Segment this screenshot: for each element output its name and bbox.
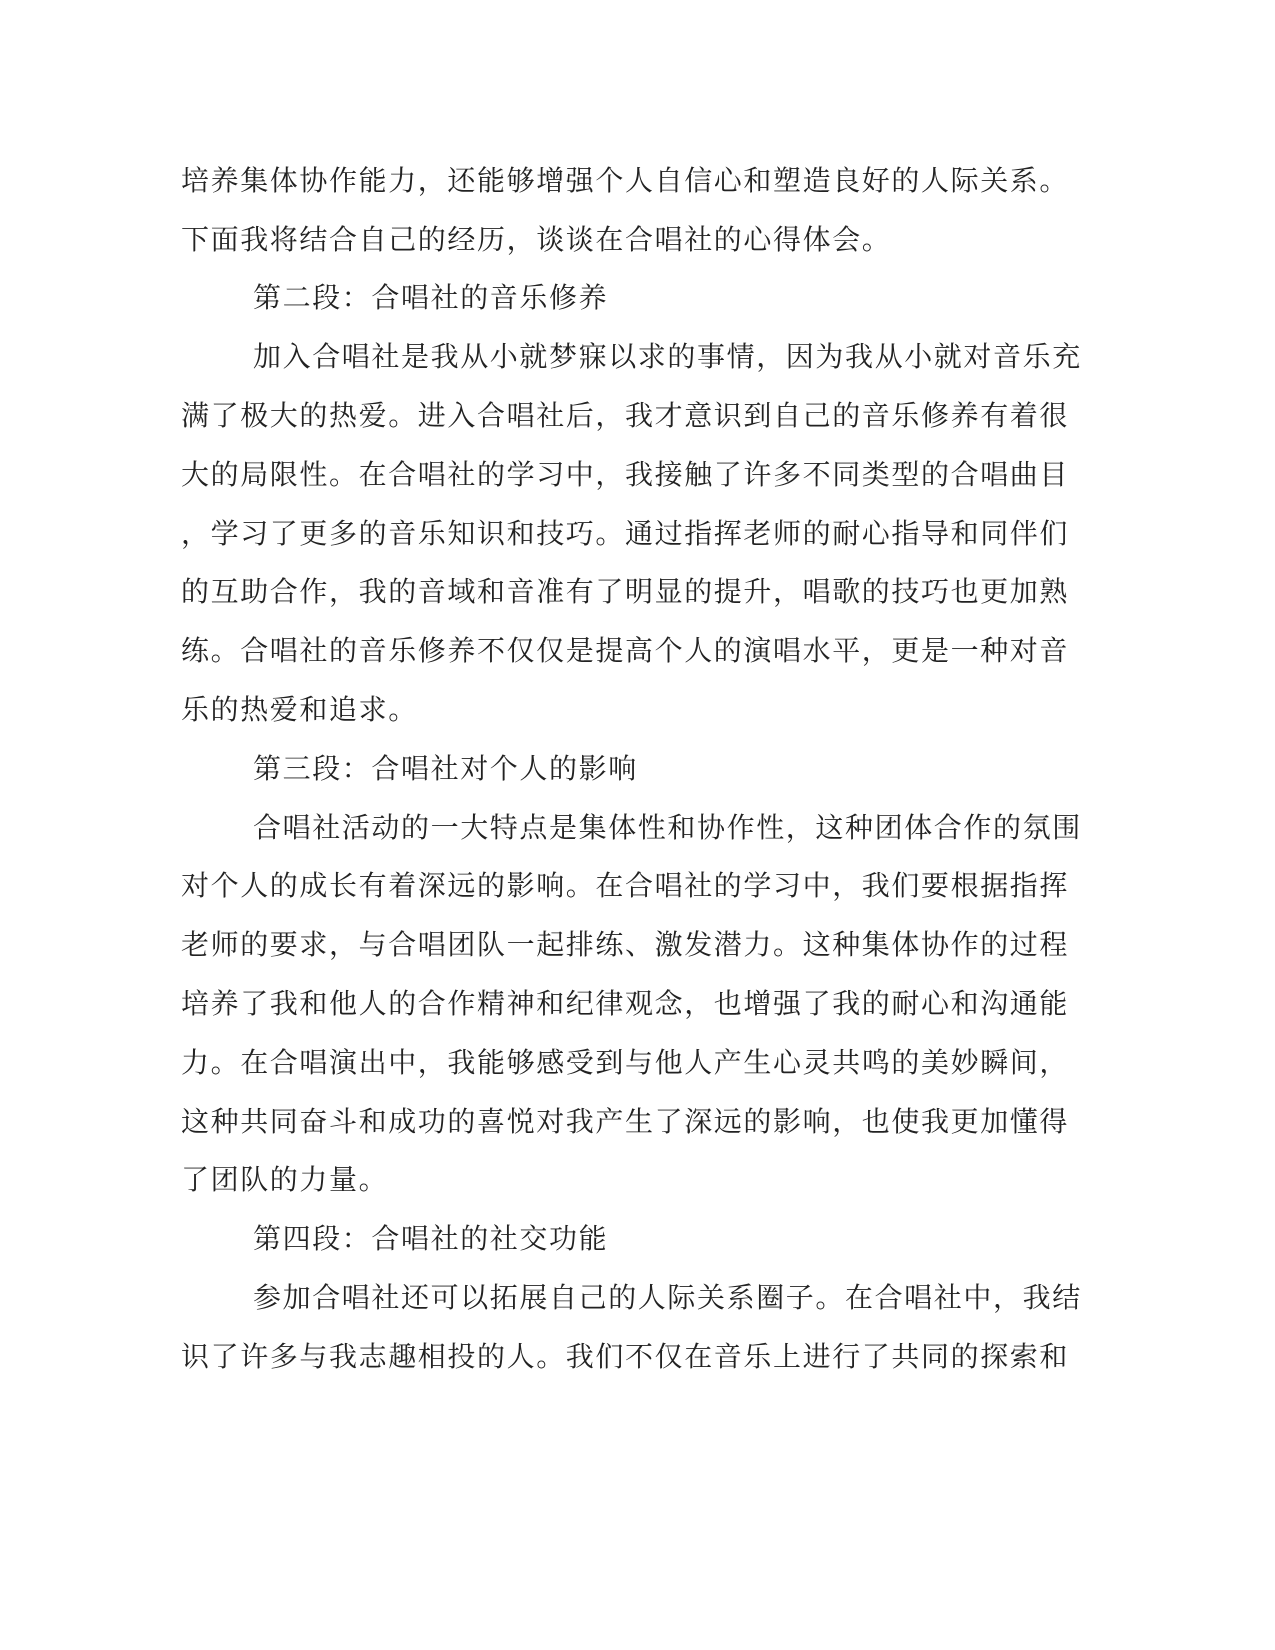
paragraph-line: 培养集体协作能力，还能够增强个人自信心和塑造良好的人际关系。 [181,164,1070,197]
paragraph-line: 下面我将结合自己的经历，谈谈在合唱社的心得体会。 [181,223,892,256]
paragraph-line: 练。合唱社的音乐修养不仅仅是提高个人的演唱水平，更是一种对音 [181,634,1070,667]
paragraph-line: ，学习了更多的音乐知识和技巧。通过指挥老师的耐心指导和同伴们 [181,517,1070,550]
paragraph-line: 满了极大的热爱。进入合唱社后，我才意识到自己的音乐修养有着很 [181,399,1070,432]
paragraph-line: 了团队的力量。 [181,1163,389,1196]
paragraph-line: 力。在合唱演出中，我能够感受到与他人产生心灵共鸣的美妙瞬间， [181,1046,1070,1079]
section-heading-2: 第二段：合唱社的音乐修养 [253,281,609,314]
paragraph-line: 老师的要求，与合唱团队一起排练、激发潜力。这种集体协作的过程 [181,928,1070,961]
paragraph-line: 培养了我和他人的合作精神和纪律观念，也增强了我的耐心和沟通能 [181,987,1070,1020]
paragraph-line: 参加合唱社还可以拓展自己的人际关系圈子。在合唱社中，我结 [253,1281,1082,1314]
section-heading-4: 第四段：合唱社的社交功能 [253,1222,609,1255]
paragraph-line: 对个人的成长有着深远的影响。在合唱社的学习中，我们要根据指挥 [181,869,1070,902]
section-heading-3: 第三段：合唱社对个人的影响 [253,752,638,785]
paragraph-line: 加入合唱社是我从小就梦寐以求的事情，因为我从小就对音乐充 [253,340,1082,373]
paragraph-line: 识了许多与我志趣相投的人。我们不仅在音乐上进行了共同的探索和 [181,1340,1070,1373]
paragraph-line: 大的局限性。在合唱社的学习中，我接触了许多不同类型的合唱曲目 [181,458,1070,491]
paragraph-line: 乐的热爱和追求。 [181,693,418,726]
paragraph-line: 这种共同奋斗和成功的喜悦对我产生了深远的影响，也使我更加懂得 [181,1105,1070,1138]
paragraph-line: 的互助合作，我的音域和音准有了明显的提升，唱歌的技巧也更加熟 [181,575,1070,608]
paragraph-line: 合唱社活动的一大特点是集体性和协作性，这种团体合作的氛围 [253,811,1082,844]
